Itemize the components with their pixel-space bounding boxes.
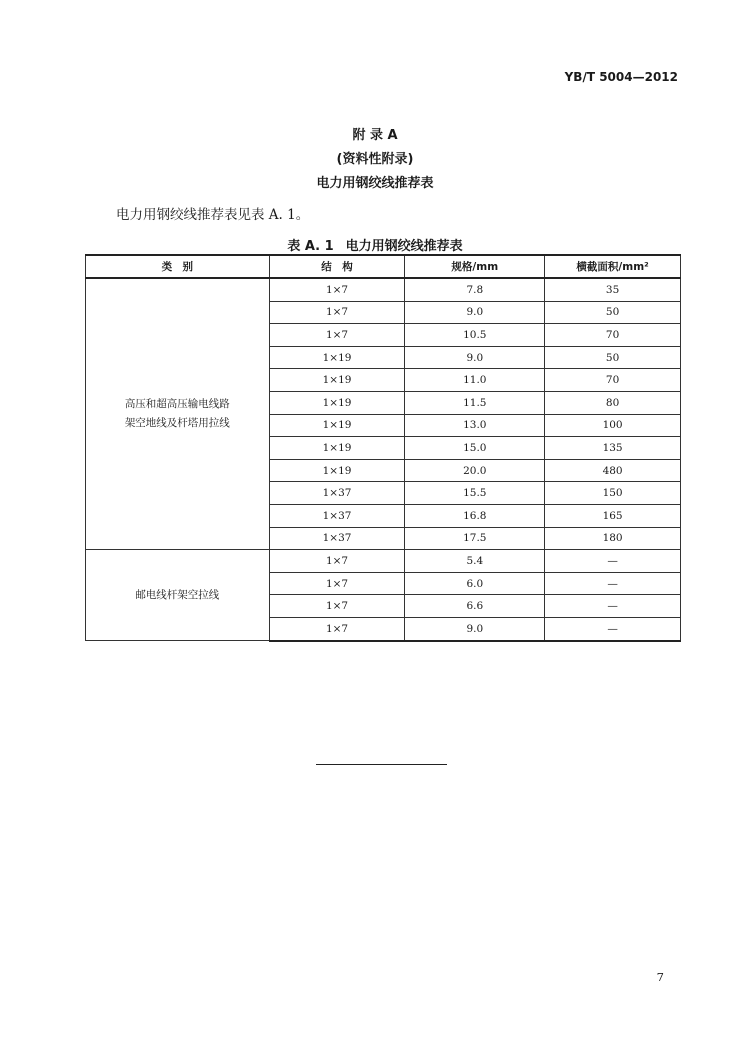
structure-cell: 1×37	[269, 527, 405, 550]
appendix-label: 附 录 A	[352, 128, 398, 143]
area-cell: 165	[545, 504, 681, 527]
structure-cell: 1×7	[269, 550, 405, 573]
spec-cell: 11.5	[405, 391, 545, 414]
category-line: 高压和超高压输电线路	[124, 398, 230, 411]
appendix-nature: (资料性附录)	[336, 152, 414, 167]
column-header-area: 横截面积/mm²	[545, 255, 681, 278]
spec-cell: 10.5	[405, 324, 545, 347]
structure-cell: 1×19	[269, 414, 405, 437]
spec-cell: 16.8	[405, 504, 545, 527]
structure-cell: 1×19	[269, 459, 405, 482]
column-header-structure: 结 构	[269, 255, 405, 278]
structure-cell: 1×7	[269, 572, 405, 595]
column-header-category: 类 别	[86, 255, 270, 278]
area-cell: —	[545, 550, 681, 573]
spec-cell: 15.5	[405, 482, 545, 505]
strand-recommendation-table	[85, 254, 681, 642]
structure-cell: 1×7	[269, 617, 405, 640]
spec-cell: 15.0	[405, 437, 545, 460]
category-cell	[86, 550, 270, 641]
area-cell: 100	[545, 414, 681, 437]
table-header-row	[86, 255, 681, 278]
page-number: 7	[656, 970, 664, 984]
area-cell: 70	[545, 369, 681, 392]
table-row	[86, 278, 681, 301]
table-caption	[0, 235, 750, 254]
appendix-heading	[0, 124, 750, 196]
structure-cell: 1×7	[269, 278, 405, 301]
spec-cell: 20.0	[405, 459, 545, 482]
structure-cell: 1×19	[269, 369, 405, 392]
structure-cell: 1×19	[269, 437, 405, 460]
table-row	[86, 550, 681, 573]
category-cell	[86, 278, 270, 550]
spec-cell: 6.6	[405, 595, 545, 618]
spec-cell: 9.0	[405, 617, 545, 640]
structure-cell: 1×19	[269, 346, 405, 369]
structure-cell: 1×37	[269, 482, 405, 505]
spec-cell: 17.5	[405, 527, 545, 550]
area-cell: 480	[545, 459, 681, 482]
spec-cell: 9.0	[405, 301, 545, 324]
spec-cell: 6.0	[405, 572, 545, 595]
area-cell: 135	[545, 437, 681, 460]
area-cell: 70	[545, 324, 681, 347]
structure-cell: 1×37	[269, 504, 405, 527]
structure-cell: 1×7	[269, 324, 405, 347]
area-cell: 80	[545, 391, 681, 414]
spec-cell: 11.0	[405, 369, 545, 392]
category-line: 架空地线及杆塔用拉线	[124, 417, 230, 430]
intro-paragraph: 电力用钢绞线推荐表见表 A. 1。	[116, 207, 310, 223]
table-caption-number: 表 A. 1	[287, 239, 334, 254]
table-caption-title: 电力用钢绞线推荐表	[345, 239, 463, 254]
area-cell: 50	[545, 346, 681, 369]
spec-cell: 9.0	[405, 346, 545, 369]
structure-cell: 1×7	[269, 301, 405, 324]
spec-cell: 13.0	[405, 414, 545, 437]
table-body	[86, 278, 681, 641]
area-cell: 50	[545, 301, 681, 324]
end-rule	[316, 764, 447, 765]
area-cell: —	[545, 595, 681, 618]
spec-cell: 7.8	[405, 278, 545, 301]
area-cell: 180	[545, 527, 681, 550]
column-header-spec: 规格/mm	[405, 255, 545, 278]
standard-code: YB/T 5004—2012	[564, 70, 678, 84]
structure-cell: 1×19	[269, 391, 405, 414]
area-cell: 35	[545, 278, 681, 301]
category-line: 邮电线杆架空拉线	[135, 588, 220, 601]
area-cell: —	[545, 572, 681, 595]
area-cell: —	[545, 617, 681, 640]
area-cell: 150	[545, 482, 681, 505]
structure-cell: 1×7	[269, 595, 405, 618]
appendix-title: 电力用钢绞线推荐表	[316, 176, 434, 191]
spec-cell: 5.4	[405, 550, 545, 573]
